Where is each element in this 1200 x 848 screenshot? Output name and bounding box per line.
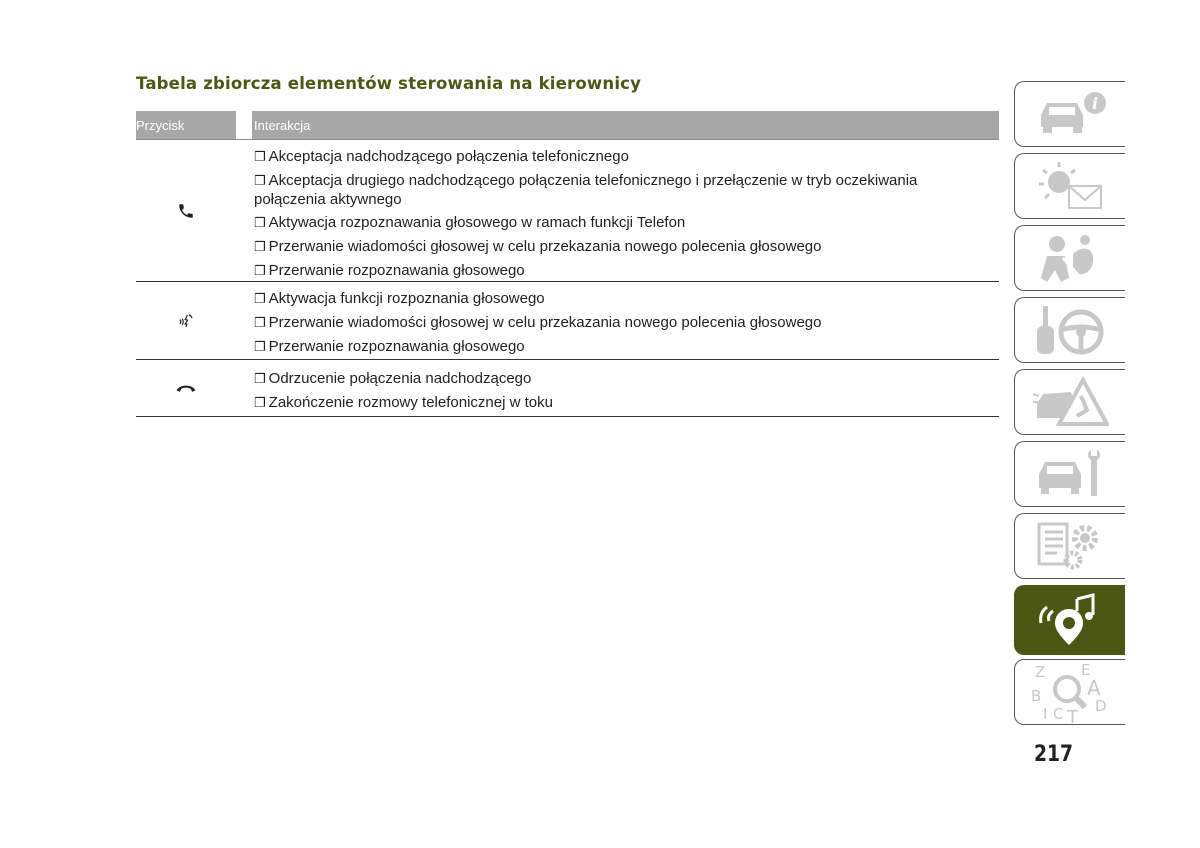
list-item: ❒ Przerwanie rozpoznawania głosowego <box>254 262 525 279</box>
header-interaction: Interakcja <box>254 118 311 133</box>
svg-text:D: D <box>1095 697 1107 715</box>
list-item: ❒ Odrzucenie połączenia nadchodzącego <box>254 370 532 387</box>
tab-car-warning[interactable] <box>1014 369 1125 435</box>
tab-specs[interactable] <box>1014 513 1125 579</box>
svg-text:i: i <box>1092 94 1099 113</box>
page-title: Tabela zbiorcza elementów sterowania na kierownicy <box>136 74 642 93</box>
tab-airbag-safety[interactable] <box>1014 225 1125 291</box>
svg-text:I: I <box>1043 705 1048 723</box>
tab-multimedia[interactable] <box>1014 585 1125 655</box>
table-row <box>136 360 999 417</box>
index-search-icon <box>1027 661 1113 723</box>
car-warning-triangle-icon <box>1031 374 1109 430</box>
svg-text:B: B <box>1031 687 1042 705</box>
list-item: ❒ Aktywacja rozpoznawania głosowego w ramach funkcji Telefon <box>254 214 686 231</box>
tab-index[interactable] <box>1014 659 1125 725</box>
svg-text:C: C <box>1053 705 1064 723</box>
list-item: ❒ Przerwanie rozpoznawania głosowego <box>254 338 525 355</box>
svg-text:Z: Z <box>1035 663 1046 681</box>
multimedia-icon <box>1033 591 1107 649</box>
lights-message-icon <box>1033 158 1107 214</box>
tab-key-steering[interactable] <box>1014 297 1125 363</box>
svg-text:A: A <box>1087 676 1101 700</box>
airbag-safety-icon <box>1033 230 1107 286</box>
list-item: ❒ Zakończenie rozmowy telefonicznej w toku <box>254 394 553 411</box>
tab-car-maintenance[interactable] <box>1014 441 1125 507</box>
car-maintenance-icon <box>1033 446 1107 502</box>
table-row <box>136 282 999 360</box>
table-row <box>136 140 999 282</box>
svg-text:E: E <box>1081 661 1091 679</box>
page-number: 217 <box>1034 742 1074 767</box>
phone-accept-icon <box>177 202 195 220</box>
list-item: ❒ Aktywacja funkcji rozpoznania głosowego <box>254 290 545 307</box>
car-info-icon <box>1033 89 1107 139</box>
list-item: ❒ Akceptacja drugiego nadchodzącego połączenia telefonicznego i przełączenie w tryb oczekiwania połączenia aktywnego <box>254 172 918 208</box>
voice-command-icon <box>177 312 195 330</box>
controls-summary-table <box>136 111 999 417</box>
svg-text:T: T <box>1067 707 1078 723</box>
tab-lights-message[interactable] <box>1014 153 1125 219</box>
list-item: ❒ Przerwanie wiadomości głosowej w celu przekazania nowego polecenia głosowego <box>254 314 822 331</box>
specs-gears-icon <box>1033 518 1107 574</box>
tab-car-info[interactable] <box>1014 81 1125 147</box>
header-button: Przycisk <box>136 118 185 133</box>
list-item: ❒ Przerwanie wiadomości głosowej w celu przekazania nowego polecenia głosowego <box>254 238 822 255</box>
phone-hangup-icon <box>175 381 197 395</box>
key-steering-wheel-icon <box>1033 302 1107 358</box>
table-header <box>136 111 999 140</box>
list-item: ❒ Akceptacja nadchodzącego połączenia telefonicznego <box>254 148 629 165</box>
